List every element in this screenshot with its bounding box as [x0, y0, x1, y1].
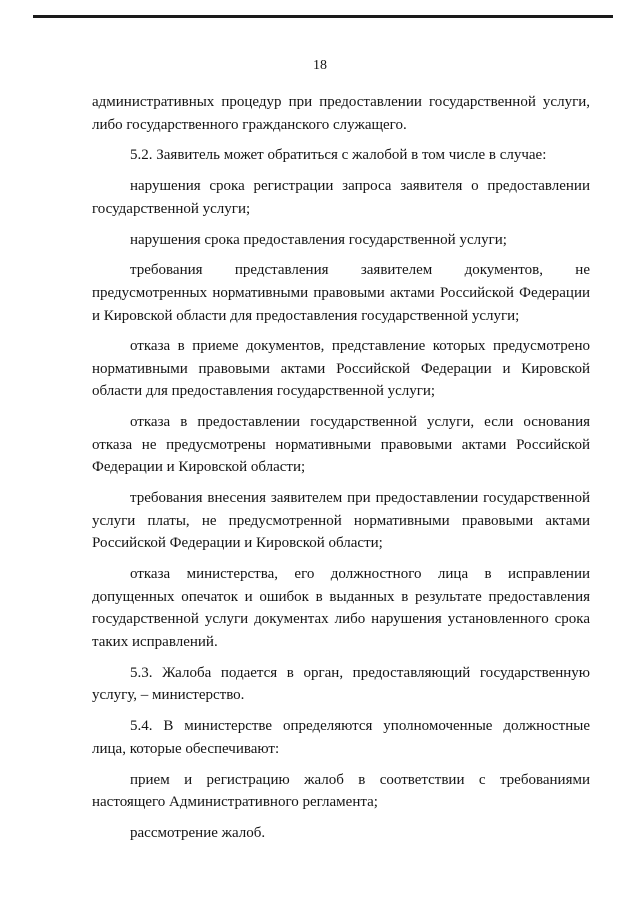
- top-border-rule: [33, 15, 613, 18]
- paragraph-5-2-intro: 5.2. Заявитель может обратиться с жалобой в том числе в случае:: [130, 147, 547, 164]
- paragraph-fee-requirement: требования внесения заявителем при предоставлении государственной услуги платы, не предусмотренной нормативными правовыми актами Российской Федерации и Кировской области;: [92, 490, 590, 552]
- document-body: [92, 91, 590, 853]
- paragraph-registration-violation: нарушения срока регистрации запроса заявителя о предоставлении государственной услуги;: [92, 178, 590, 217]
- paragraph-term-violation: нарушения срока предоставления государственной услуги;: [130, 231, 507, 248]
- paragraph-5-4: 5.4. В министерстве определяются уполномоченные должностные лица, которые обеспечивают:: [92, 718, 590, 757]
- paragraph-continuation: административных процедур при предоставлении государственной услуги, либо государственного гражданского служащего.: [92, 94, 590, 133]
- paragraph-5-3: 5.3. Жалоба подается в орган, предоставляющий государственную услугу, – министерство.: [92, 664, 590, 704]
- paragraph-refusal-acceptance: отказа в приеме документов, представление которых предусмотрено нормативными правовыми актами Российской Федерации и Кировской области для предоставления государственной услуги;: [92, 338, 590, 400]
- paragraph-complaint-registration: прием и регистрацию жалоб в соответствии с требованиями настоящего Административного регламента;: [92, 771, 590, 811]
- page-number: 18: [313, 58, 327, 73]
- paragraph-documents-requirement: требования представления заявителем документов, не предусмотренных нормативными правовыми актами Российской Федерации и Кировской области для предоставления государственной услуги;: [92, 262, 590, 324]
- paragraph-refusal-correction: отказа министерства, его должностного лица в исправлении допущенных опечаток и ошибок в выданных в результате предоставления государственной услуги документах либо нарушения установленного срока таких исправлений.: [92, 566, 590, 650]
- paragraph-complaint-review: рассмотрение жалоб.: [130, 824, 266, 841]
- paragraph-refusal-service: отказа в предоставлении государственной услуги, если основания отказа не предусмотрены нормативными правовыми актами Российской Федерации и Кировской области;: [92, 414, 590, 476]
